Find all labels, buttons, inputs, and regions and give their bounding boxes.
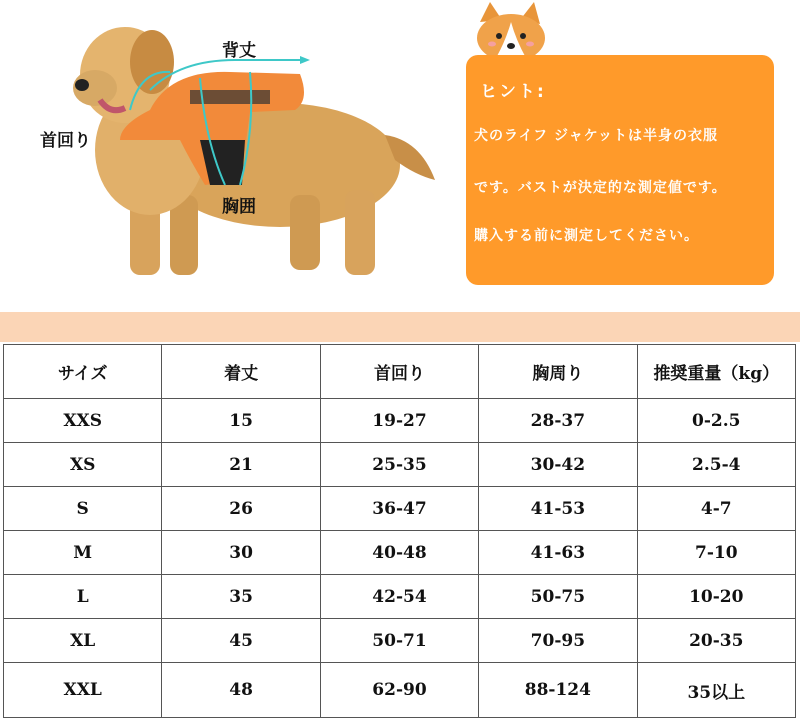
- table-cell: XL: [4, 619, 162, 663]
- header-neck: 首回り: [320, 345, 478, 399]
- corgi-icon: [466, 0, 556, 62]
- table-row: [4, 487, 796, 531]
- table-cell: 21: [162, 443, 320, 487]
- table-cell: 50-71: [320, 619, 478, 663]
- table-cell: 70-95: [479, 619, 637, 663]
- table-cell: 19-27: [320, 399, 478, 443]
- table-cell: 40-48: [320, 531, 478, 575]
- table-cell: 88-124: [479, 663, 637, 718]
- table-cell: M: [4, 531, 162, 575]
- hint-title: ヒント:: [480, 82, 546, 102]
- table-cell: 36-47: [320, 487, 478, 531]
- table-cell: L: [4, 575, 162, 619]
- size-table: [3, 344, 796, 718]
- table-cell: XXS: [4, 399, 162, 443]
- table-cell: 42-54: [320, 575, 478, 619]
- table-cell: 30-42: [479, 443, 637, 487]
- table-cell: 4-7: [637, 487, 795, 531]
- table-cell: 20-35: [637, 619, 795, 663]
- table-cell: 30: [162, 531, 320, 575]
- dog-photo: [0, 0, 460, 310]
- table-cell: 26: [162, 487, 320, 531]
- table-cell: XXL: [4, 663, 162, 718]
- table-cell: 35: [162, 575, 320, 619]
- table-row: [4, 399, 796, 443]
- table-cell: 35以上: [637, 663, 795, 718]
- table-row: [4, 619, 796, 663]
- table-cell: 10-20: [637, 575, 795, 619]
- table-row: [4, 575, 796, 619]
- table-cell: 50-75: [479, 575, 637, 619]
- back-length-label: 背丈: [222, 41, 256, 61]
- header-size: サイズ: [4, 345, 162, 399]
- table-cell: 62-90: [320, 663, 478, 718]
- hint-line: 犬のライフ ジャケットは半身の衣服: [474, 128, 719, 144]
- neck-label: 首回り: [40, 131, 91, 151]
- table-cell: 28-37: [479, 399, 637, 443]
- table-cell: 48: [162, 663, 320, 718]
- table-cell: 15: [162, 399, 320, 443]
- table-cell: 25-35: [320, 443, 478, 487]
- table-cell: 2.5-4: [637, 443, 795, 487]
- table-cell: XS: [4, 443, 162, 487]
- table-cell: 41-63: [479, 531, 637, 575]
- table-cell: 45: [162, 619, 320, 663]
- hint-box: [466, 55, 774, 285]
- chest-label: 胸囲: [222, 197, 256, 217]
- hint-line: です。バストが決定的な測定値です。: [474, 180, 727, 196]
- divider-band: [0, 312, 800, 342]
- table-row: [4, 663, 796, 718]
- hint-line: 購入する前に測定してください。: [474, 228, 699, 244]
- table-cell: 41-53: [479, 487, 637, 531]
- product-illustration: [0, 0, 800, 310]
- table-header-row: [4, 345, 796, 399]
- table-row: [4, 443, 796, 487]
- table-cell: S: [4, 487, 162, 531]
- header-length: 着丈: [162, 345, 320, 399]
- table-row: [4, 531, 796, 575]
- table-cell: 7-10: [637, 531, 795, 575]
- header-chest: 胸周り: [479, 345, 637, 399]
- table-cell: 0-2.5: [637, 399, 795, 443]
- header-weight: 推奨重量（kg）: [637, 345, 795, 399]
